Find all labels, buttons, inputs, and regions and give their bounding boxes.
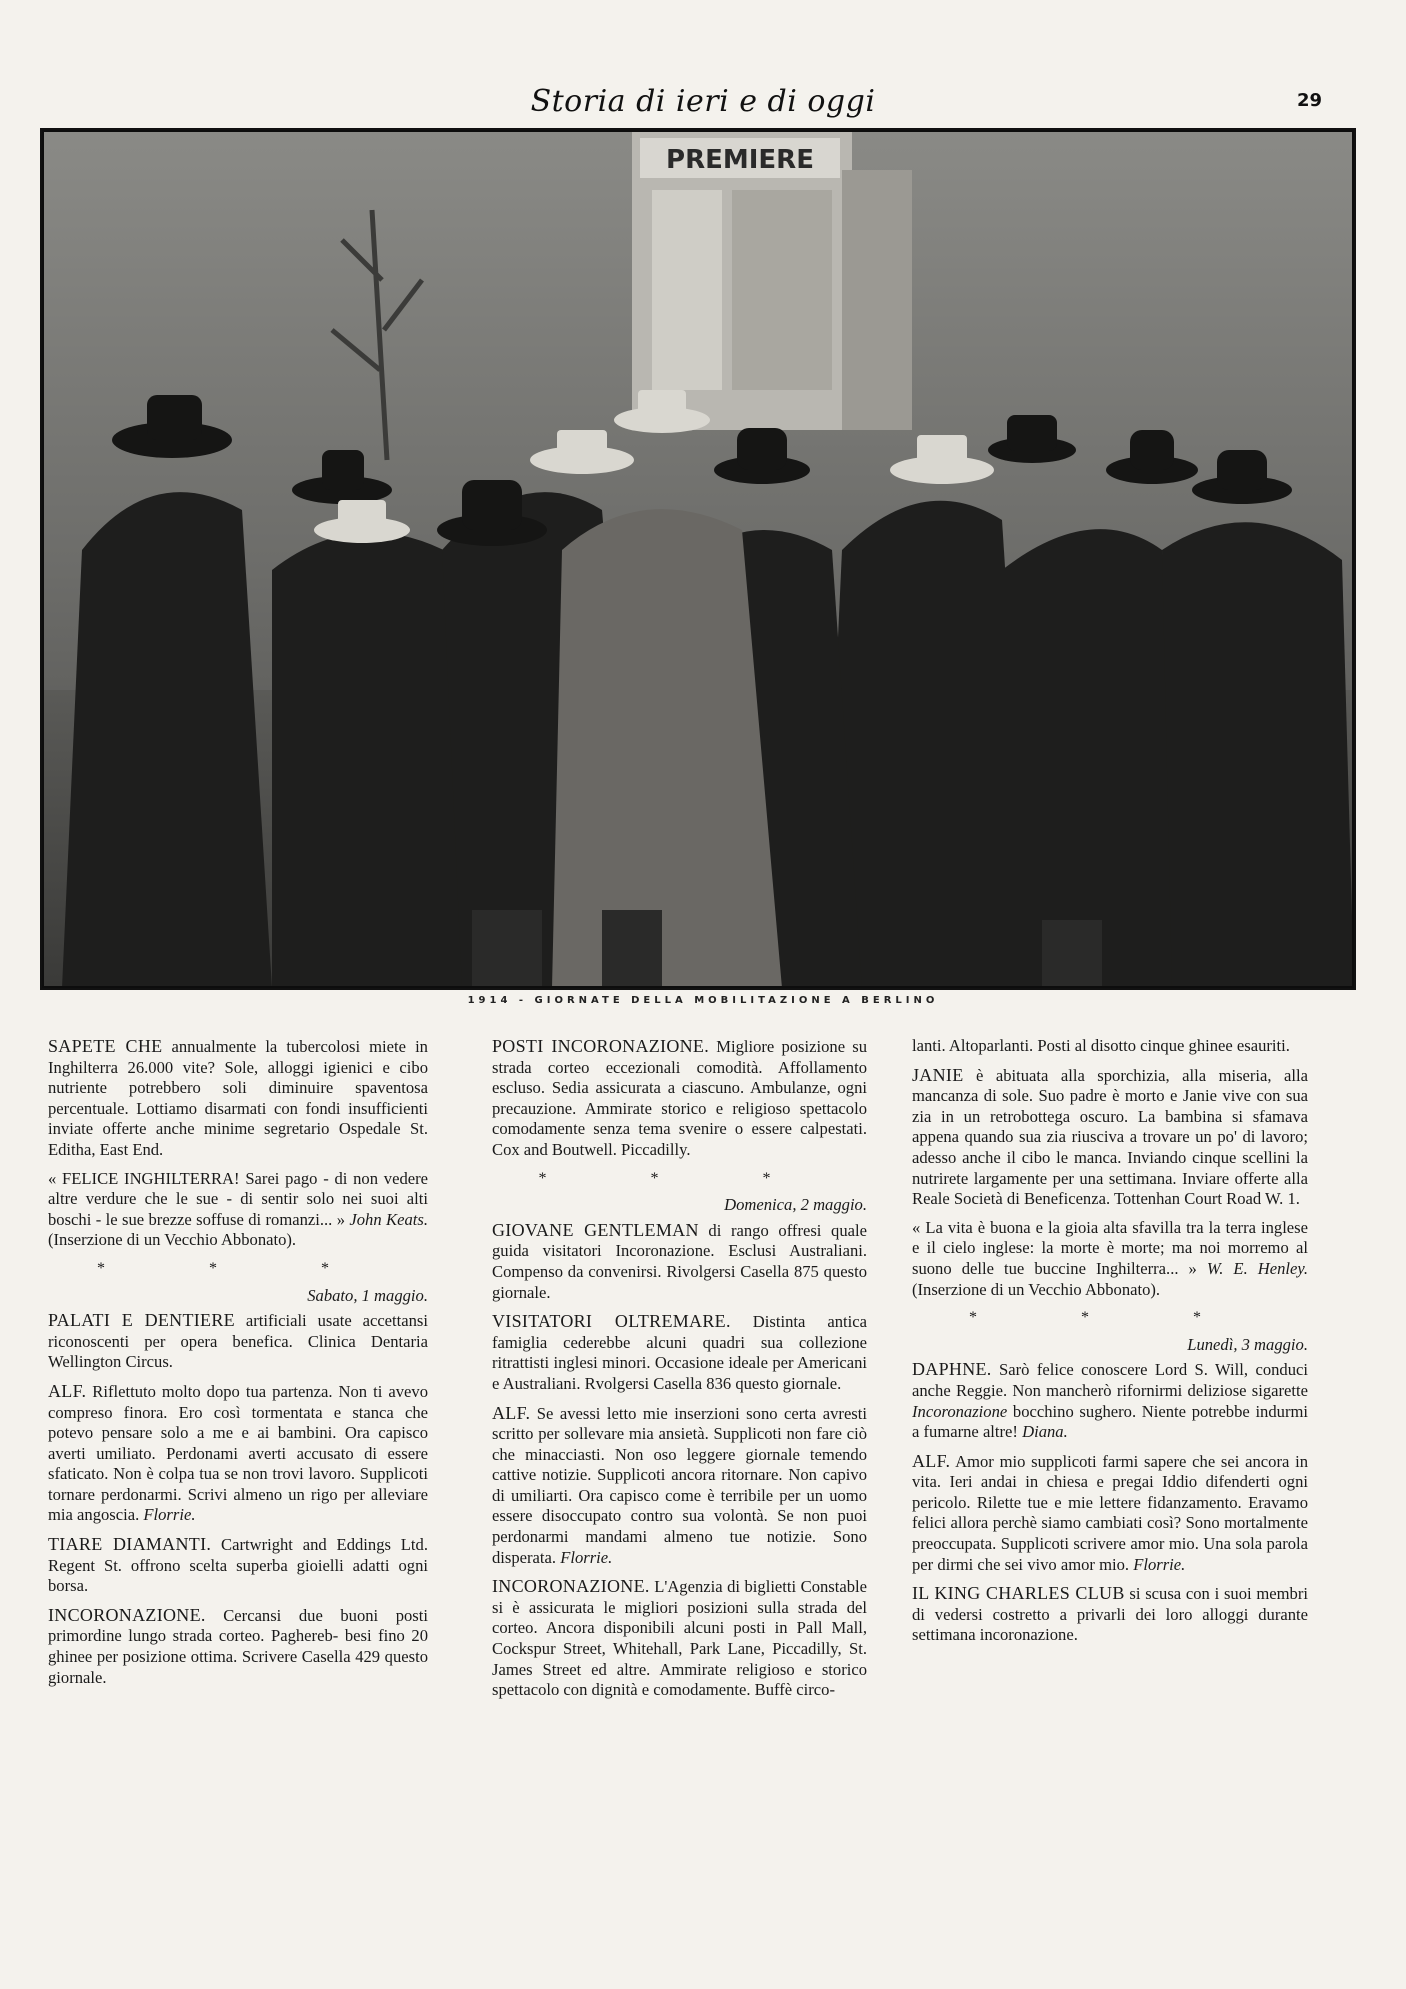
ad-body: L'Agenzia di biglietti Constable si è assicurata le migliori posizioni sulla strada del corteo. Ancora disponibili alcuni posti in Pall Mall, Cockspur Street, Whitehall, Park Lane, Piccadilly, St. James Street ed altre. Ammirate religioso e storico spettacolo con dignità e comodamente. Buffè circo- <box>492 1577 867 1700</box>
ad-body: Distinta antica famiglia cederebbe alcuni quadri sua collezione ritrattisti inglesi minori. Occasione ideale per Americani e Australiani. Rvolgersi Casella 836 questo giornale. <box>492 1312 867 1393</box>
photo-caption: 1914 - GIORNATE DELLA MOBILITAZIONE A BERLINO <box>467 995 939 1006</box>
ad-heading: ALF. <box>492 1402 531 1423</box>
ad-body: Amor mio supplicoti farmi sapere che sei ancora in vita. Ieri andai in chiesa e pregai Iddio difenderti ogni pericolo. Rilette tue e mie lettere fidanzamento. Eravamo felici allora perchè siamo cambiati così? Sono mortalmente preoccupata. Supplicoti scrivere amor mio. Una sola parola per dirmi che sei vivo amor mio. <box>912 1451 1308 1574</box>
crowd-photo-illustration <box>42 130 1354 988</box>
ad-body: è abituata alla sporchizia, alla miseria, alla mancanza di sole. Suo padre è morto e Janie vive con sua zia in un retrobottega oscuro. La bambina si sfamava appena quando sua zia riusciva a trovare un po' di lavoro; adesso anche il cibo le manca. Inviando cinque scellini la nutrirete largamente per una settimana. Inviare offerte alla Reale Società di Beneficenza. Tottenhan Court Road W. 1. <box>912 1065 1308 1209</box>
ad-body: « FELICE INGHILTERRA! Sarei pago - di non vedere altre verdure che le sue - di sentir solo nei suoi alti boschi - le sue brezze soffuse di romanzi... » <box>48 1168 428 1229</box>
ad-body: « La vita è buona e la gioia alta sfavilla tra la terra inglese e il cielo inglese: la morte è morte; ma noi morremo al suono delle tue buccine Inghilterra... » <box>912 1217 1308 1278</box>
ad-heading: DAPHNE. <box>912 1359 992 1380</box>
ad-paragraph <box>48 1169 428 1251</box>
poster-headline: PREMIERE <box>666 145 814 175</box>
ad-signature: Florrie. <box>143 1505 196 1525</box>
ad-body: di rango offresi quale guida visitatori Incoronazione. Esclusi Australiani. Compenso da convenirsi. Rivolgersi Casella 875 questo giornale. <box>492 1220 867 1302</box>
ad-signature: Florrie. <box>560 1547 613 1567</box>
ad-paragraph <box>48 1381 428 1526</box>
date-heading: Lunedì, 3 maggio. <box>1187 1334 1308 1354</box>
section-divider: * * * <box>969 1309 1251 1327</box>
ad-paragraph <box>912 1036 1308 1057</box>
ad-body: Migliore posizione su strada corteo eccezionali comodità. Affollamento escluso. Sedia assicurata a ciascuno. Ambulanze, ogni precauzione. Ammirate storico e religioso spettacolo comodamente senza tema svenire o essere calpestati. Cox and Boutwell. Piccadilly. <box>492 1037 867 1159</box>
ad-paragraph <box>492 1576 867 1701</box>
ad-body: bocchino sughero. Niente potrebbe indurmi a fumarne altre! <box>912 1401 1308 1442</box>
ad-paragraph <box>912 1451 1308 1576</box>
page-header-title: Storia di ieri e di oggi <box>530 84 876 119</box>
ad-body: Se avessi letto mie inserzioni sono certa avresti scritto per sollevare mia ansietà. Supplicoti non fare ciò che minacciasti. Non oso leggere giornale temendo cattive notizie. Supplicoti ancora ritornare. Non capivo di umiliarti. Ora capisco come è terribile per un uomo essere disoccupato contro sua volontà. Se non puoi perdonarmi mandami almeno tue notizie. Sono disperata. <box>492 1403 867 1567</box>
ad-paragraph <box>492 1311 867 1394</box>
ad-paragraph <box>912 1359 1308 1442</box>
ad-paragraph <box>912 1065 1308 1210</box>
ad-signature: W. E. Henley. <box>1206 1258 1308 1278</box>
historical-photograph <box>40 128 1356 990</box>
ad-body: (Inserzione di un Vecchio Abbonato). <box>48 1230 297 1250</box>
column-1 <box>48 1036 428 1696</box>
ad-body: Cercansi due buoni posti primordine lungo strada corteo. Paghereb- besi fino 20 ghinee per posizione ottima. Scrivere Casella 429 questo giornale. <box>48 1605 428 1687</box>
ad-heading: SAPETE CHE <box>48 1036 163 1056</box>
column-2 <box>492 1036 867 1709</box>
ad-paragraph <box>492 1036 867 1161</box>
ad-paragraph <box>492 1220 867 1303</box>
ad-heading: ALF. <box>912 1450 951 1471</box>
ad-paragraph <box>48 1534 428 1597</box>
ad-heading: INCORONAZIONE. <box>492 1576 650 1597</box>
ad-paragraph <box>48 1036 428 1161</box>
ad-body: Riflettuto molto dopo tua partenza. Non ti avevo compreso finora. Ero così tormentata e stanca che potevo pensare solo a me e ai bambini. Ora capisco averti umiliato. Perdonami averti accusato di essere sfaticato. Non è colpa tua se non trovi lavoro. Supplicoti tornare perdonarmi. Scrivi almeno un rigo per alleviare mia angoscia. <box>48 1381 428 1525</box>
ad-body: (Inserzione di un Vecchio Abbonato). <box>912 1279 1161 1299</box>
ad-body: Sarò felice conoscere Lord S. Will, conduci anche Reggie. Non mancherò rifornirmi deliziose sigarette <box>912 1360 1308 1400</box>
ad-body: lanti. Altoparlanti. Posti al disotto cinque ghinee esauriti. <box>912 1036 1290 1055</box>
ad-paragraph <box>912 1583 1308 1646</box>
ad-heading: PALATI E DENTIERE <box>48 1310 235 1331</box>
ad-heading: ALF. <box>48 1380 87 1401</box>
ad-heading: INCORONAZIONE. <box>48 1604 206 1625</box>
ad-signature: Diana. <box>1022 1422 1068 1442</box>
ad-heading: POSTI INCORONAZIONE. <box>492 1036 710 1056</box>
ad-emphasis: Incoronazione <box>912 1401 1008 1421</box>
page-number: 29 <box>1296 90 1322 111</box>
ad-body: si scusa con i suoi membri di vedersi costretto a privarli dei loro alloggi durante settimana incoronazione. <box>912 1584 1308 1645</box>
ad-signature: John Keats. <box>349 1209 428 1229</box>
ad-paragraph <box>48 1310 428 1373</box>
ad-paragraph <box>492 1403 867 1569</box>
ad-signature: Florrie. <box>1133 1554 1186 1574</box>
ad-body: artificiali usate accettansi riconoscenti per opera benefica. Clinica Dentaria Wellington Circus. <box>48 1311 429 1372</box>
section-divider: * * * <box>538 1169 821 1187</box>
ad-body: annualmente la tubercolosi miete in Inghilterra 26.000 vite? Sole, alloggi igienici e cibo nutriente potrebbero soli diminuire spaventosa percentuale. Lottiamo disarmati con fondi insufficienti inviate offerte anche minime segretario Ospedale St. Editha, East End. <box>48 1037 428 1159</box>
ad-paragraph <box>48 1605 428 1688</box>
section-divider: * * * <box>97 1259 379 1277</box>
ad-heading: IL KING CHARLES CLUB <box>912 1583 1125 1604</box>
ad-heading: GIOVANE GENTLEMAN <box>492 1219 699 1240</box>
ad-body: Cartwright and Eddings Ltd. Regent St. offrono scelta superba gioielli adatti ogni borsa. <box>48 1535 428 1596</box>
date-heading: Sabato, 1 maggio. <box>307 1285 428 1305</box>
ad-heading: JANIE <box>912 1064 964 1085</box>
date-heading: Domenica, 2 maggio. <box>724 1195 867 1215</box>
column-3 <box>912 1036 1308 1654</box>
ad-heading: VISITATORI OLTREMARE. <box>492 1311 731 1332</box>
ad-heading: TIARE DIAMANTI. <box>48 1534 212 1555</box>
ad-paragraph <box>912 1218 1308 1300</box>
